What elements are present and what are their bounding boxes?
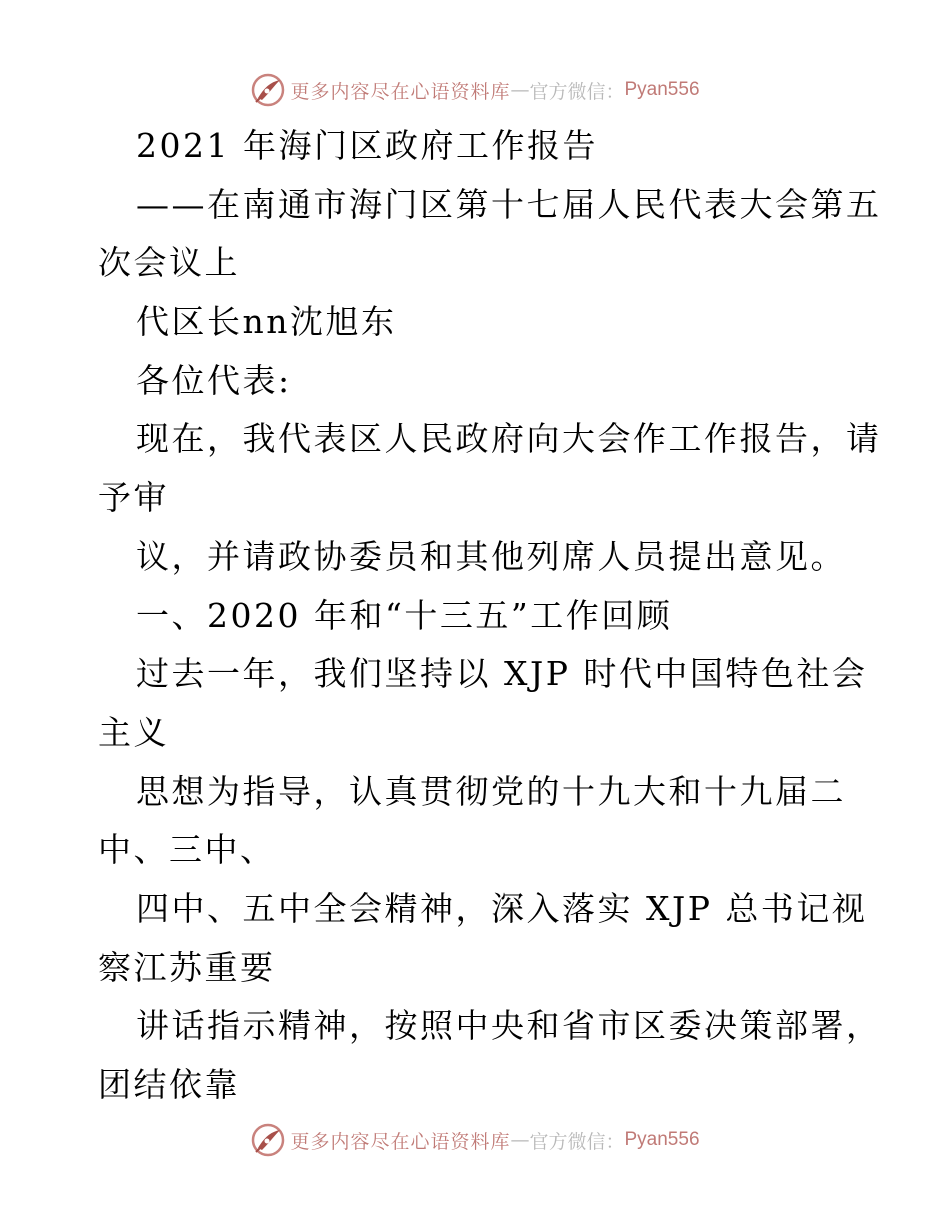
footer-watermark bbox=[0, 1120, 950, 1160]
text-line: 讲话指示精神，按照中央和省市区委决策部署， bbox=[136, 1006, 882, 1046]
text-line: 中、三中、 bbox=[98, 830, 276, 870]
text-line: 思想为指导，认真贯彻党的十九大和十九届二 bbox=[136, 771, 846, 811]
text-line: 次会议上 bbox=[98, 243, 240, 283]
text-line: 四中、五中全会精神，深入落实 XJP 总书记视 bbox=[136, 888, 868, 928]
text-line: 予审 bbox=[98, 478, 169, 518]
watermark-wechat-id: Pyan556 bbox=[624, 79, 700, 100]
document-body bbox=[98, 117, 882, 1115]
watermark-separator: — bbox=[510, 79, 530, 101]
text-line: 主义 bbox=[98, 712, 169, 752]
text-line: 各位代表: bbox=[136, 360, 292, 400]
text-line: 一、2020 年和“十三五”工作回顾 bbox=[136, 595, 673, 635]
header-watermark bbox=[0, 70, 950, 110]
text-line: 察江苏重要 bbox=[98, 947, 276, 987]
watermark-wechat-id: Pyan556 bbox=[624, 1129, 700, 1150]
text-line: ——在南通市海门区第十七届人民代表大会第五 bbox=[136, 184, 882, 224]
watermark-wechat-label: 官方微信： bbox=[529, 80, 625, 103]
text-line: 2021 年海门区政府工作报告 bbox=[136, 126, 598, 165]
watermark-wechat-label: 官方微信： bbox=[529, 1130, 625, 1153]
text-line: 现在，我代表区人民政府向大会作工作报告，请 bbox=[136, 419, 882, 459]
watermark-separator: — bbox=[510, 1129, 530, 1151]
ink-pen-logo-icon bbox=[250, 72, 286, 108]
text-line: 过去一年，我们坚持以 XJP 时代中国特色社会 bbox=[136, 654, 868, 694]
ink-pen-logo-icon bbox=[250, 1122, 286, 1158]
watermark-promo-text: 更多内容尽在心语资料库 bbox=[290, 1130, 511, 1153]
text-line: 议，并请政协委员和其他列席人员提出意见。 bbox=[136, 536, 846, 576]
text-line: 团结依靠 bbox=[98, 1065, 240, 1104]
watermark-promo-text: 更多内容尽在心语资料库 bbox=[290, 80, 511, 103]
text-line: 代区长nn沈旭东 bbox=[136, 302, 397, 342]
